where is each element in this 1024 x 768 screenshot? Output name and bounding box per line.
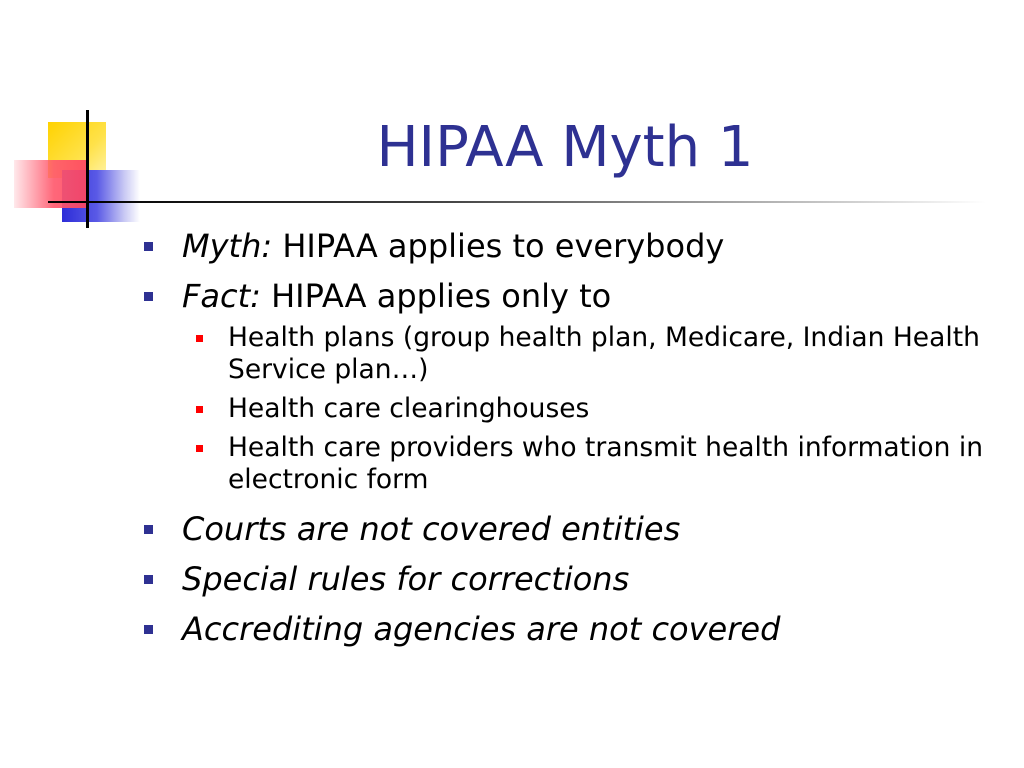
bullet-square-icon [144,575,153,584]
bullet-label: Myth: [182,227,273,265]
bullet-fact [144,274,1004,318]
bullet-text: Accrediting agencies are not covered [182,610,781,648]
bullet-square-icon [144,292,153,301]
sub-bullet-text: Health plans (group health plan, Medicare, Indian Health Service plan…) [228,322,980,385]
bullet-square-icon [144,525,153,534]
bullet-myth [144,224,1004,268]
bullet-square-icon [144,625,153,634]
bullet-label: Fact: [182,277,261,315]
bullet-text: HIPAA applies only to [260,277,612,315]
sub-bullet-clearinghouses [144,393,1004,425]
slide-title: HIPAA Myth 1 [376,115,754,180]
sub-bullet-square-icon [196,406,203,413]
bullet-text: HIPAA applies to everybody [272,227,725,265]
bullet-accrediting [144,607,1004,651]
bullet-square-icon [144,242,153,251]
sub-bullet-providers [144,432,1004,496]
title-underline [86,201,986,203]
bullet-text: Special rules for corrections [182,560,630,598]
bullet-text: Courts are not covered entities [182,510,681,548]
sub-bullet-text: Health care providers who transmit health information in electronic form [228,432,983,495]
logo-vertical-line [86,110,89,228]
sub-bullet-health-plans [144,322,1004,386]
bullet-courts [144,507,1004,551]
sub-bullet-square-icon [196,335,203,342]
sub-bullet-text: Health care clearinghouses [228,393,590,424]
sub-bullet-square-icon [196,445,203,452]
bullet-corrections [144,557,1004,601]
slide-content [144,224,1004,657]
decorative-logo [0,0,160,240]
